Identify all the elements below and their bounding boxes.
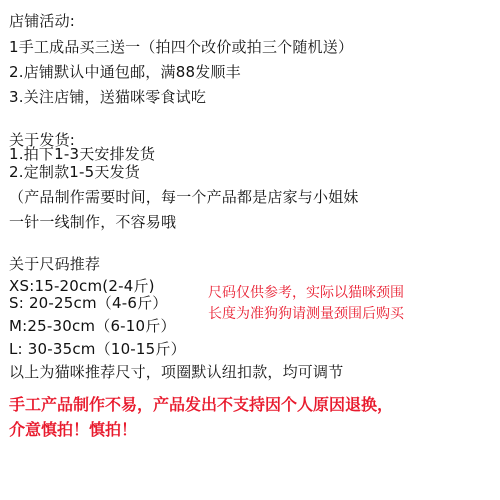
shipping-item-4: 一针一线制作，不容易哦 (9, 213, 177, 231)
size-note-line-1: 尺码仅供参考，实际以猫咪颈围 (208, 285, 404, 301)
shipping-heading: 关于发货: (9, 131, 76, 149)
size-footer: 以上为猫咪推荐尺寸，项圈默认纽扣款，均可调节 (9, 363, 344, 381)
size-row-m: M:25-30cm（6-10斤） (9, 317, 176, 335)
warning-line-1: 手工产品制作不易，产品发出不支持因个人原因退换， (9, 395, 394, 414)
size-heading: 关于尺码推荐 (9, 255, 101, 273)
shop-activity-item-1: 1手工成品买三送一（拍四个改价或拍三个随机送） (9, 38, 354, 56)
shipping-item-2: 2.定制款1-5天发货 (9, 163, 141, 181)
shipping-item-1: 1.拍下1-3天安排发货 (9, 145, 156, 163)
shipping-item-3: （产品制作需要时间，每一个产品都是店家与小姐妹 (9, 188, 359, 206)
size-note-line-2: 长度为准狗狗请测量颈围后购买 (208, 306, 404, 322)
size-row-s: S: 20-25cm（4-6斤） (9, 294, 168, 312)
warning-line-2: 介意慎拍！慎拍！ (9, 420, 138, 439)
shop-activity-item-3: 3.关注店铺，送猫咪零食试吃 (9, 88, 207, 106)
shop-activity-item-2: 2.店铺默认中通包邮，满88发顺丰 (9, 63, 241, 81)
shop-activities-heading: 店铺活动: (9, 12, 76, 30)
size-row-xs: XS:15-20cm(2-4斤) (9, 277, 155, 295)
size-row-l: L: 30-35cm（10-15斤） (9, 340, 186, 358)
